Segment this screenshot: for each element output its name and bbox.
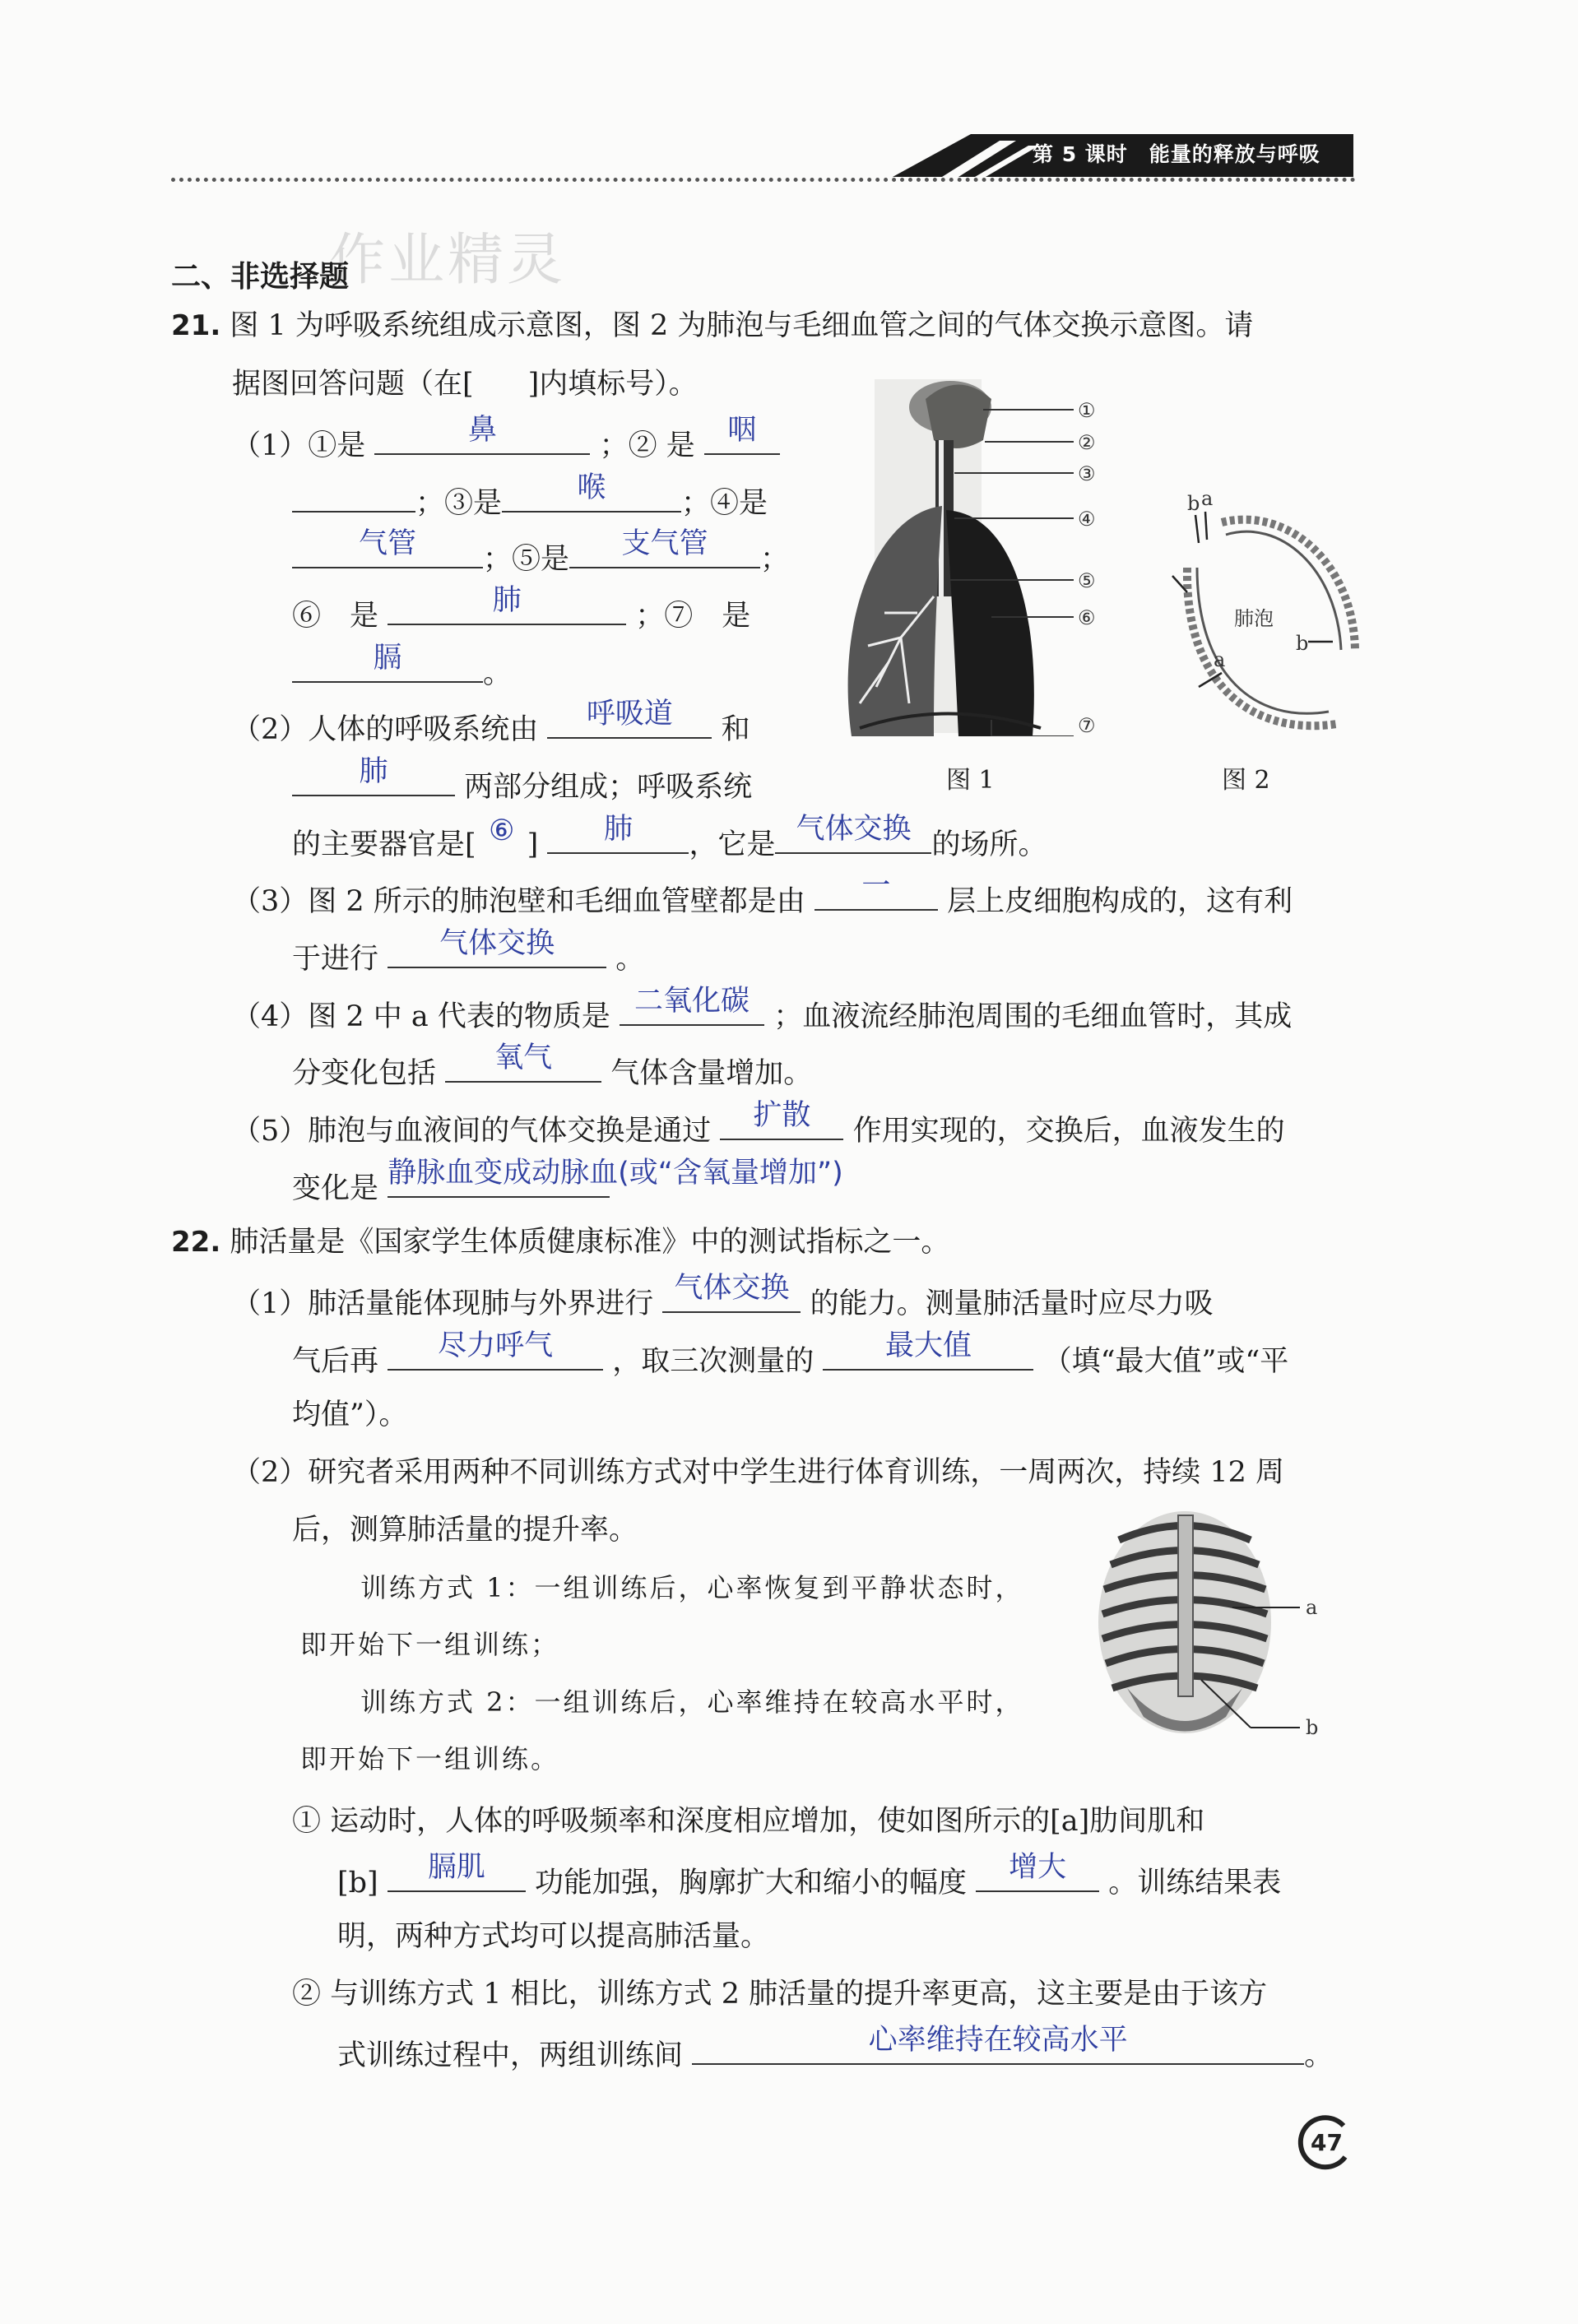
- alveolus-figure: [1164, 485, 1366, 749]
- header-divider: [171, 178, 1356, 182]
- q22-p2-line1: （2）研究者采用两种不同训练方式对中学生进行体育训练，一周两次，持续 12 周: [232, 1456, 1285, 1489]
- method2-line1: 训练方式 2：一组训练后，心率维持在较高水平时，: [360, 1686, 1024, 1718]
- q22-p1-line1: （1）肺活量能体现肺与外界进行 气体交换 的能力。测量肺活量时应尽力吸: [232, 1272, 1214, 1320]
- answer-blank[interactable]: 咽: [704, 422, 780, 455]
- answer-blank[interactable]: 呼吸道: [547, 706, 712, 739]
- answer-blank[interactable]: 一: [815, 878, 938, 911]
- answer-blank[interactable]: 肺: [292, 763, 455, 796]
- q22-s1-line1: ① 运动时，人体的呼吸频率和深度相应增加，使如图所示的[a]肋间肌和: [292, 1805, 1205, 1838]
- fig2-alveolus-label: 肺泡: [1234, 607, 1274, 630]
- fig1-label-1: ①: [1078, 399, 1096, 422]
- answer-blank[interactable]: 心率维持在较高水平: [692, 2032, 1304, 2065]
- answer-blank[interactable]: 支气管: [569, 536, 760, 568]
- q21-stem-line2: 据图回答问题（在[ ]内填标号）。: [232, 368, 698, 401]
- answer-blank[interactable]: 增大: [976, 1859, 1099, 1892]
- answer-blank[interactable]: 膈肌: [388, 1859, 526, 1892]
- answer-blank[interactable]: [292, 480, 415, 513]
- q22-s2-line2: 式训练过程中，两组训练间 心率维持在较高水平 。: [337, 2024, 1334, 2072]
- answer-blank[interactable]: 气体交换: [662, 1280, 801, 1313]
- fig2-label-a-bottom: a: [1214, 648, 1226, 671]
- fig1-label-4: ④: [1078, 508, 1096, 531]
- q22-p2-line2: 后，测算肺活量的提升率。: [292, 1514, 638, 1547]
- page-number: 47: [1311, 2129, 1343, 2156]
- method1-line1: 训练方式 1：一组训练后，心率恢复到平静状态时，: [360, 1572, 1024, 1603]
- q21-p3-line1: （3）图 2 所示的肺泡壁和毛细血管壁都是由 一 层上皮细胞构成的，这有利: [232, 870, 1293, 918]
- fig1-caption: 图 1: [946, 766, 995, 795]
- answer-blank[interactable]: 鼻: [374, 422, 590, 455]
- answer-blank[interactable]: 气体交换: [775, 821, 931, 854]
- answer-blank[interactable]: 二氧化碳: [620, 993, 764, 1026]
- fig1-label-7: ⑦: [1078, 714, 1096, 736]
- method1-line2: 即开始下一组训练；: [300, 1629, 560, 1660]
- answer-blank[interactable]: 气体交换: [388, 935, 606, 968]
- fig2-label-b-top: b: [1187, 492, 1200, 515]
- q22-number: 22.: [171, 1226, 221, 1259]
- answer-blank[interactable]: 肺: [547, 821, 689, 854]
- q21-p1-line2: ；③是 喉 ；④是: [292, 480, 768, 523]
- q21-p1-line5: 膈 。: [292, 650, 512, 693]
- method2-line2: 即开始下一组训练。: [300, 1743, 560, 1774]
- q22-s1-line3: 明，两种方式均可以提高肺活量。: [337, 1920, 770, 1953]
- q21-p4-line1: （4）图 2 中 a 代表的物质是 二氧化碳 ；血液流经肺泡周围的毛细血管时，其成: [232, 985, 1293, 1033]
- fig1-label-2: ②: [1078, 431, 1096, 454]
- answer-blank[interactable]: 尽力呼气: [388, 1338, 603, 1371]
- q22-p1-line2: 气后再 尽力呼气 ，取三次测量的 最大值 （填“最大值”或“平: [292, 1329, 1289, 1378]
- watermark: 作业精灵: [329, 228, 567, 293]
- answer-blank[interactable]: 肺: [388, 592, 626, 625]
- q22-p1-line3: 均值”）。: [292, 1399, 408, 1431]
- answer-blank[interactable]: 最大值: [823, 1338, 1033, 1371]
- q21-p2-line1: （2）人体的呼吸系统由 呼吸道 和: [232, 698, 750, 746]
- rib-label-b: b: [1306, 1716, 1319, 1739]
- answer-blank[interactable]: 气管: [292, 536, 483, 568]
- respiratory-system-figure: [827, 374, 1164, 736]
- q21-p3-line2: 于进行 气体交换 。: [292, 927, 645, 976]
- q21-p2-line2: 肺 两部分组成；呼吸系统: [292, 763, 752, 807]
- fig2-caption: 图 2: [1222, 766, 1270, 795]
- section-title: 二、非选择题: [171, 260, 350, 294]
- answer-blank[interactable]: 喉: [502, 480, 681, 513]
- answer-blank[interactable]: 膈: [292, 650, 483, 683]
- header-title: 第 5 课时 能量的释放与呼吸: [1033, 142, 1320, 166]
- fig1-label-5: ⑤: [1078, 569, 1096, 592]
- q21-p5-line2: 变化是 静脉血变成动脉血(或“含氧量增加”): [292, 1157, 843, 1205]
- q21-p2-line3: 的主要器官是[ ⑥ ] 肺 ，它是 气体交换 的场所。: [292, 813, 1047, 861]
- q21-p4-line2: 分变化包括 氧气 气体含量增加。: [292, 1041, 813, 1090]
- q21-p1-line1: （1）①是 鼻 ；② 是 咽: [232, 422, 780, 466]
- q21-p5-line1: （5）肺泡与血液间的气体交换是通过 扩散 作用实现的，交换后，血液发生的: [232, 1099, 1285, 1148]
- q22-s1-line2: [b] 膈肌 功能加强，胸廓扩大和缩小的幅度 增大 。训练结果表: [337, 1851, 1282, 1900]
- fig1-label-3: ③: [1078, 462, 1096, 485]
- fig1-label-6: ⑥: [1078, 606, 1096, 629]
- answer-blank[interactable]: 扩散: [720, 1107, 843, 1140]
- q22-stem: 22. 肺活量是《国家学生体质健康标准》中的测试指标之一。: [171, 1226, 950, 1259]
- q22-s2-line1: ② 与训练方式 1 相比，训练方式 2 肺活量的提升率更高，这主要是由于该方: [292, 1978, 1268, 2011]
- rib-label-a: a: [1306, 1596, 1318, 1619]
- answer-blank[interactable]: 静脉血变成动脉血(或“含氧量增加”): [388, 1165, 610, 1198]
- q21-number: 21.: [171, 309, 221, 342]
- fig2-label-a-top: a: [1201, 487, 1214, 510]
- answer-blank[interactable]: 氧气: [445, 1050, 601, 1083]
- fig2-label-b-right: b: [1296, 632, 1309, 655]
- q21-p1-line4: ⑥ 是 肺 ；⑦ 是: [292, 584, 751, 633]
- q21-stem-line1: 21. 图 1 为呼吸系统组成示意图，图 2 为肺泡与毛细血管之间的气体交换示意图。请: [171, 309, 1254, 342]
- q21-p1-line3: 气管 ；⑤是 支气管 ；: [292, 536, 789, 579]
- rib-cage-figure: [1094, 1507, 1358, 1754]
